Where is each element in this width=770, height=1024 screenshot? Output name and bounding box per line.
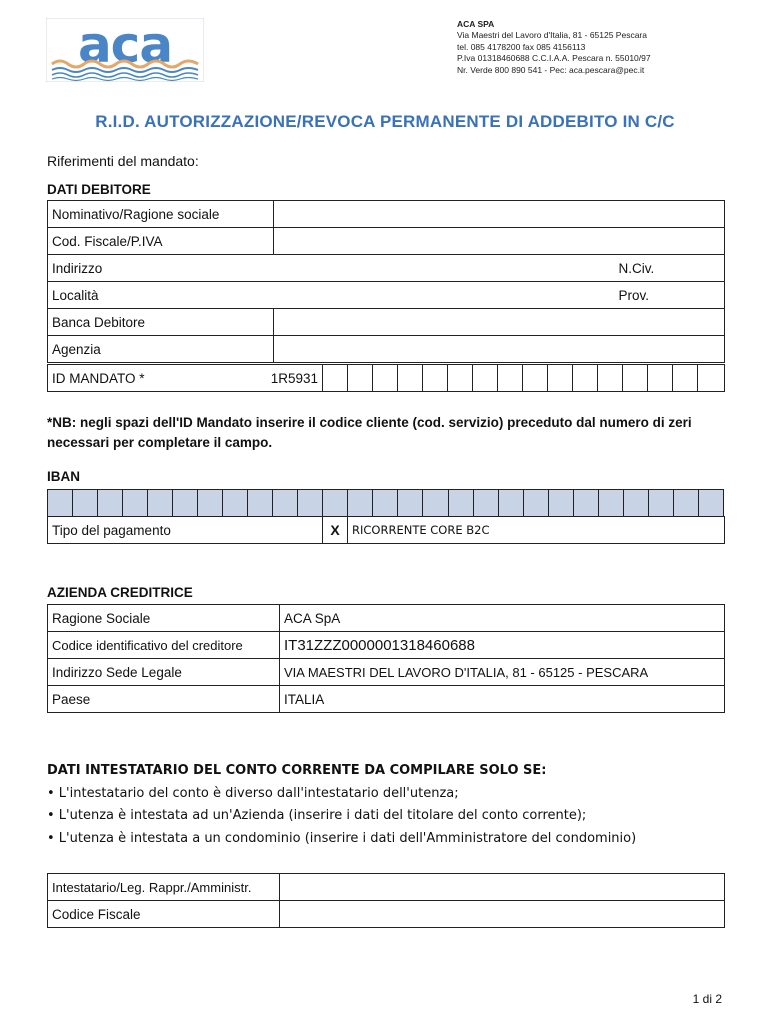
table-row: [48, 490, 724, 517]
debtor-address-label: Indirizzo: [48, 255, 615, 282]
table-row: [48, 255, 725, 282]
logo-graphic: [46, 18, 204, 82]
table-row: [48, 659, 725, 686]
mandate-id-digit-box[interactable]: [648, 365, 673, 392]
iban-char-box[interactable]: [348, 490, 373, 517]
iban-char-box[interactable]: [123, 490, 148, 517]
iban-char-box[interactable]: [373, 490, 398, 517]
mandate-id-digit-box[interactable]: [673, 365, 698, 392]
iban-char-box[interactable]: [573, 490, 598, 517]
debtor-name-field[interactable]: [274, 201, 725, 228]
mandate-id-digit-box[interactable]: [348, 365, 373, 392]
iban-char-box[interactable]: [48, 490, 73, 517]
debtor-taxcode-label: Cod. Fiscale/P.IVA: [48, 228, 274, 255]
iban-char-box[interactable]: [198, 490, 223, 517]
mandate-id-digit-box[interactable]: [523, 365, 548, 392]
creditor-section-heading: AZIENDA CREDITRICE: [47, 585, 193, 600]
logo-wordmark: aca: [77, 18, 173, 74]
iban-char-box[interactable]: [398, 490, 423, 517]
mandate-id-digit-box[interactable]: [448, 365, 473, 392]
mandate-id-prefix: 1R5931: [270, 370, 318, 386]
mandate-id-digit-box[interactable]: [423, 365, 448, 392]
creditor-country-value: ITALIA: [280, 686, 725, 713]
mandate-id-digit-box[interactable]: [398, 365, 423, 392]
condition-item: • L'intestatario del conto è diverso dall'intestatario dell'utenza;: [47, 785, 459, 801]
company-address: Via Maestri del Lavoro d'Italia, 81 - 65125 Pescara: [457, 30, 647, 41]
iban-char-box[interactable]: [148, 490, 173, 517]
mandate-id-label-cell: [48, 365, 323, 392]
iban-char-box[interactable]: [73, 490, 98, 517]
table-row: [48, 901, 725, 928]
mandate-id-digit-box[interactable]: [698, 365, 725, 392]
debtor-city-label: Località: [48, 282, 615, 309]
iban-char-box[interactable]: [498, 490, 523, 517]
creditor-address-value: VIA MAESTRI DEL LAVORO D'ITALIA, 81 - 65125 - PESCARA: [280, 659, 725, 686]
table-row: [48, 517, 725, 544]
mandate-references-label: Riferimenti del mandato:: [47, 153, 199, 169]
mandate-id-digit-box[interactable]: [498, 365, 523, 392]
debtor-civic-label: N.Civ.: [615, 255, 725, 282]
iban-char-box[interactable]: [323, 490, 348, 517]
debtor-branch-field[interactable]: [274, 336, 725, 363]
company-info: [457, 19, 651, 76]
payment-type-checkbox[interactable]: X: [323, 517, 348, 544]
iban-char-box[interactable]: [223, 490, 248, 517]
account-holder-taxcode-field[interactable]: [280, 901, 725, 928]
condition-item: • L'utenza è intestata ad un'Azienda (inserire i dati del titolare del conto corrente);: [47, 808, 587, 823]
creditor-name-value: ACA SpA: [280, 605, 725, 632]
debtor-taxcode-field[interactable]: [274, 228, 725, 255]
aca-logo: [46, 18, 204, 82]
iban-char-box[interactable]: [548, 490, 573, 517]
iban-char-box[interactable]: [673, 490, 698, 517]
creditor-id-value: IT31ZZZ0000001318460688: [280, 632, 725, 659]
table-row: [48, 336, 725, 363]
table-row: [48, 228, 725, 255]
table-row: [48, 632, 725, 659]
iban-boxes: [47, 489, 724, 517]
iban-char-box[interactable]: [448, 490, 473, 517]
mandate-id-digit-box[interactable]: [598, 365, 623, 392]
debtor-section-heading: DATI DEBITORE: [47, 182, 151, 197]
debtor-bank-field[interactable]: [274, 309, 725, 336]
company-vat: P.Iva 01318460688 C.C.I.A.A. Pescara n. 55010/97: [457, 53, 651, 64]
table-row: [48, 686, 725, 713]
creditor-table: [47, 604, 725, 713]
table-row: [48, 365, 725, 392]
mandate-id-digit-box[interactable]: [473, 365, 498, 392]
debtor-name-label: Nominativo/Ragione sociale: [48, 201, 274, 228]
iban-char-box[interactable]: [298, 490, 323, 517]
creditor-address-label: Indirizzo Sede Legale: [48, 659, 280, 686]
debtor-table: [47, 200, 725, 363]
payment-type-value: RICORRENTE CORE B2C: [348, 517, 725, 544]
iban-section-heading: IBAN: [47, 469, 80, 484]
iban-char-box[interactable]: [248, 490, 273, 517]
iban-char-box[interactable]: [173, 490, 198, 517]
mandate-id-label: ID MANDATO *: [52, 370, 145, 386]
creditor-name-label: Ragione Sociale: [48, 605, 280, 632]
mandate-id-digit-box[interactable]: [573, 365, 598, 392]
mandate-id-digit-box[interactable]: [548, 365, 573, 392]
account-holder-table: [47, 873, 725, 928]
iban-char-box[interactable]: [698, 490, 723, 517]
payment-type-label: Tipo del pagamento: [48, 517, 323, 544]
company-phone: tel. 085 4178200 fax 085 4156113: [457, 41, 586, 52]
debtor-province-label: Prov.: [615, 282, 725, 309]
condition-item: • L'utenza è intestata a un condominio (inserire i dati dell'Amministratore del condominio): [47, 830, 637, 846]
account-holder-name-field[interactable]: [280, 874, 725, 901]
creditor-id-label: Codice identificativo del creditore: [48, 632, 280, 659]
account-holder-heading: DATI INTESTATARIO DEL CONTO CORRENTE DA COMPILARE SOLO SE:: [47, 763, 547, 778]
iban-char-box[interactable]: [523, 490, 548, 517]
iban-char-box[interactable]: [473, 490, 498, 517]
iban-char-box[interactable]: [623, 490, 648, 517]
mandate-id-note: *NB: negli spazi dell'ID Mandato inserire il codice cliente (cod. servizio) preceduto dal numero di zeri necessari per completare il campo.: [47, 415, 692, 450]
mandate-id-digit-box[interactable]: [623, 365, 648, 392]
table-row: [48, 201, 725, 228]
mandate-id-row: [47, 364, 725, 392]
iban-char-box[interactable]: [648, 490, 673, 517]
document-title: R.I.D. AUTORIZZAZIONE/REVOCA PERMANENTE DI ADDEBITO IN C/C: [95, 112, 675, 131]
account-holder-taxcode-label: Codice Fiscale: [48, 901, 280, 928]
mandate-id-digit-box[interactable]: [373, 365, 398, 392]
mandate-id-digit-box[interactable]: [323, 365, 348, 392]
iban-char-box[interactable]: [423, 490, 448, 517]
table-row: [48, 605, 725, 632]
iban-char-box[interactable]: [598, 490, 623, 517]
account-holder-conditions: [47, 760, 636, 850]
iban-char-box[interactable]: [98, 490, 123, 517]
iban-char-box[interactable]: [273, 490, 298, 517]
table-row: [48, 874, 725, 901]
company-name: ACA SPA: [457, 19, 495, 29]
page-number: 1 di 2: [692, 992, 722, 1006]
payment-type-row: [47, 516, 725, 544]
creditor-country-label: Paese: [48, 686, 280, 713]
account-holder-name-label: Intestatario/Leg. Rappr./Amministr.: [48, 874, 280, 901]
table-row: [48, 282, 725, 309]
debtor-bank-label: Banca Debitore: [48, 309, 274, 336]
company-contacts: Nr. Verde 800 890 541 - Pec: aca.pescara@pec.it: [457, 64, 645, 75]
debtor-branch-label: Agenzia: [48, 336, 274, 363]
table-row: [48, 309, 725, 336]
